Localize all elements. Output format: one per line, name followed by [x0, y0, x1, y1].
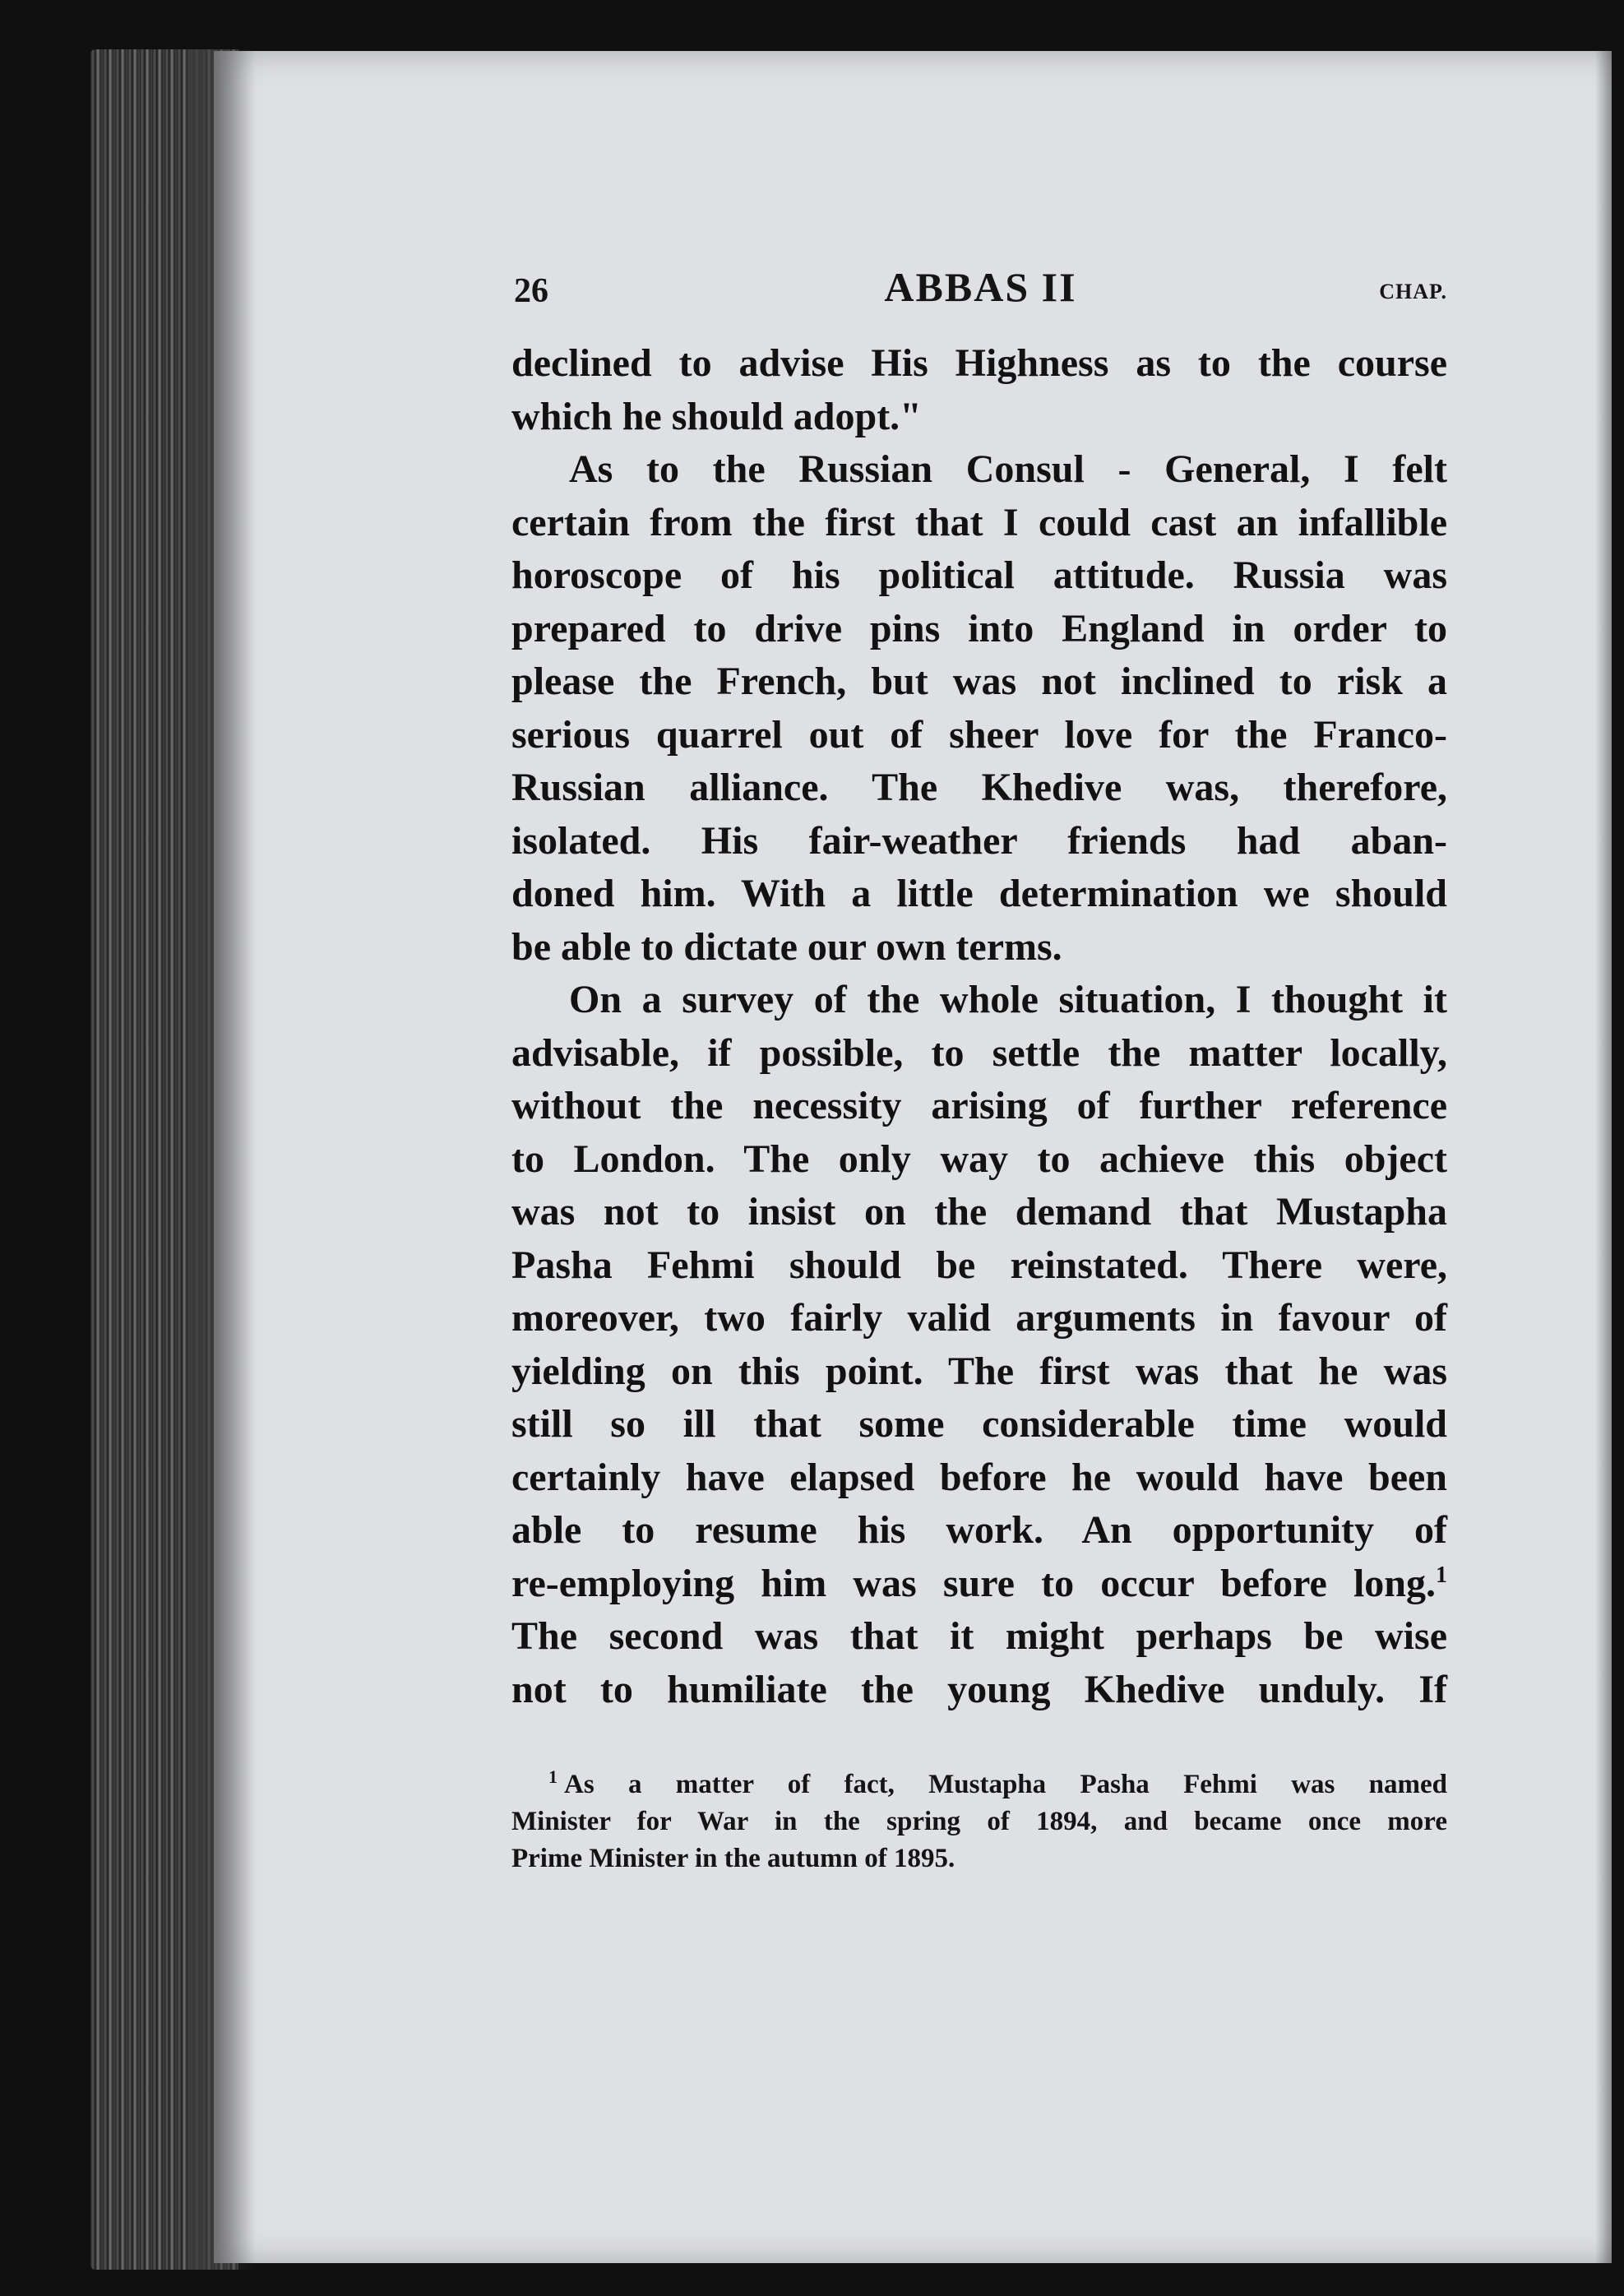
- text-line: re-employing him was sure to occur before long.: [511, 1561, 1436, 1605]
- footnote-text: As a matter of fact, Mustapha Pasha Fehmi was named: [564, 1770, 1447, 1799]
- footnote-reference: 1: [1436, 1562, 1447, 1588]
- text-line: yielding on this point. The first was that he was: [511, 1349, 1447, 1393]
- footnote-line: Prime Minister in the autumn of 1895.: [511, 1844, 955, 1873]
- text-line: able to resume his work. An opportunity of: [511, 1508, 1447, 1552]
- text-line: certainly have elapsed before he would have been: [511, 1455, 1447, 1499]
- text-line: was not to insist on the demand that Mustapha: [511, 1190, 1447, 1234]
- page-number: 26: [514, 272, 548, 310]
- text-line: The second was that it might perhaps be wise: [511, 1614, 1447, 1658]
- body-text: [511, 337, 1447, 1716]
- text-line: not to humiliate the young Khedive unduly. If: [511, 1667, 1447, 1711]
- gutter-shadow: [189, 49, 255, 2270]
- text-line: advisable, if possible, to settle the matter locally,: [511, 1030, 1447, 1075]
- text-line: Pasha Fehmi should be reinstated. There were,: [511, 1243, 1447, 1287]
- text-line: please the French, but was not inclined to risk a: [511, 660, 1447, 703]
- text-line: prepared to drive pins into England in order to: [511, 606, 1447, 650]
- text-line: without the necessity arising of further reference: [511, 1084, 1447, 1127]
- text-line: moreover, two fairly valid arguments in favour of: [511, 1296, 1447, 1340]
- text-line: certain from the first that I could cast an infallible: [511, 500, 1447, 544]
- footnote-line: Minister for War in the spring of 1894, and became once more: [511, 1807, 1447, 1836]
- footnote-line: [511, 1766, 1447, 1803]
- footnote: [511, 1766, 1447, 1877]
- text-line: isolated. His fair-weather friends had aban-: [511, 818, 1447, 863]
- text-line: serious quarrel out of sheer love for the Franco-: [511, 712, 1447, 757]
- text-line: to London. The only way to achieve this object: [511, 1136, 1447, 1181]
- text-line-with-footnote-ref: [511, 1558, 1447, 1611]
- chapter-abbreviation: CHAP.: [1379, 280, 1447, 303]
- text-line: Russian alliance. The Khedive was, therefore,: [511, 766, 1447, 809]
- running-title: ABBAS II: [884, 264, 1077, 310]
- text-line: On a survey of the whole situation, I thought it: [569, 978, 1447, 1021]
- text-line: declined to advise His Highness as to the course: [511, 341, 1447, 385]
- footnote-marker: 1: [548, 1766, 558, 1787]
- running-header: [514, 263, 1447, 321]
- text-line: still so ill that some considerable time would: [511, 1402, 1447, 1446]
- text-line: which he should adopt.": [511, 394, 922, 438]
- text-line: be able to dictate our own terms.: [511, 924, 1062, 969]
- page-edge-shadow: [1595, 51, 1612, 2263]
- text-line: As to the Russian Consul - General, I felt: [569, 447, 1447, 491]
- text-line: horoscope of his political attitude. Russia was: [511, 553, 1447, 597]
- text-line: doned him. With a little determination we should: [511, 872, 1447, 915]
